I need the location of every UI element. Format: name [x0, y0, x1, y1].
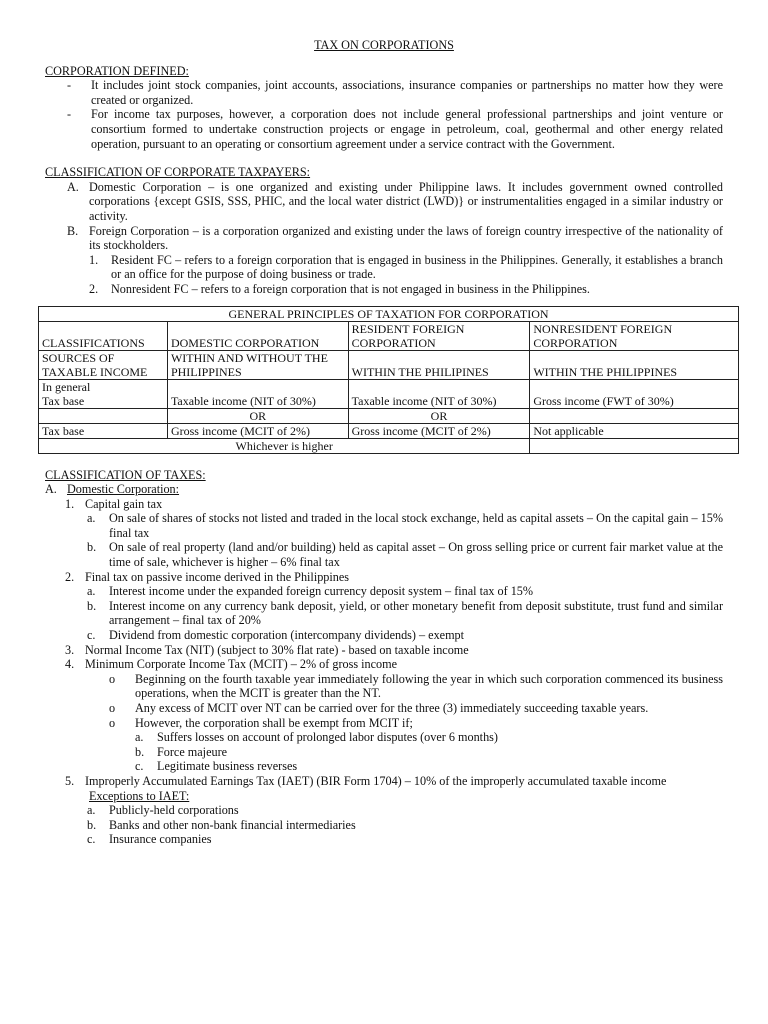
list-marker: A. [67, 179, 79, 194]
section-heading-classification-of-taxes: CLASSIFICATION OF TAXES: [45, 467, 206, 482]
list-item-text: Legitimate business reverses [157, 759, 298, 774]
taxation-principles-table [38, 306, 739, 454]
list-marker: a. [135, 730, 144, 745]
list-item [45, 730, 723, 745]
list-item-text: Resident FC – refers to a foreign corporation that is engaged in business in the Philippines. Generally, it establishes a branch or an office for the purpose of doing business or trade. [111, 252, 723, 282]
section-heading-corporation-defined: CORPORATION DEFINED: [45, 63, 189, 78]
list-item [45, 78, 723, 107]
list-item-text: For income tax purposes, however, a corporation does not include general professional partnerships and joint venture or consortium formed to undertake construction projects or engage in petroleum, coal, geothermal and other energy related operation, pursuant to an operating or consortium agreement under a service contract with the Government. [91, 107, 723, 151]
exceptions-heading: Exceptions to IAET: [89, 788, 190, 803]
subsection-title: Domestic Corporation: [67, 482, 180, 497]
column-header: DOMESTIC CORPORATION [167, 321, 348, 350]
list-item [45, 570, 723, 585]
list-marker: b. [87, 540, 97, 555]
list-item-text: Improperly Accumulated Earnings Tax (IAET) (BIR Form 1704) – 10% of the improperly accumulated taxable income [85, 773, 667, 788]
list-item [45, 628, 723, 643]
list-item-text: Insurance companies [109, 832, 212, 847]
list-item-text: Banks and other non-bank financial intermediaries [109, 817, 356, 832]
table-cell: Taxable income (NIT of 30%) [348, 379, 530, 408]
list-marker: b. [135, 744, 145, 759]
list-item-text: Foreign Corporation – is a corporation organized and existing under the laws of foreign country irrespective of the nationality of its stockholders. [89, 223, 723, 253]
list-marker: 1. [65, 496, 75, 511]
list-marker: b. [87, 598, 97, 613]
list-marker: a. [87, 803, 96, 818]
list-marker: - [67, 107, 72, 122]
table-row [39, 379, 739, 408]
list-item [45, 107, 723, 151]
list-item [45, 832, 723, 847]
table-row [39, 350, 739, 379]
table-header-row [39, 321, 739, 350]
table-row [39, 423, 739, 438]
row-label: In general [42, 379, 91, 394]
list-item [45, 774, 723, 789]
list-item [45, 643, 723, 658]
table-cell: Whichever is higher [39, 438, 530, 453]
list-item [45, 701, 723, 716]
list-marker: 2. [89, 281, 99, 296]
table-cell [530, 408, 739, 423]
list-item-text: Suffers losses on account of prolonged labor disputes (over 6 months) [157, 730, 498, 745]
list-item [45, 511, 723, 540]
table-cell: Gross income (FWT of 30%) [530, 379, 739, 408]
list-item [45, 759, 723, 774]
list-item [45, 224, 723, 253]
subsection-heading [45, 482, 723, 497]
table-cell: Gross income (MCIT of 2%) [167, 423, 348, 438]
bullet-marker: o [109, 701, 116, 715]
list-marker: a. [87, 511, 96, 526]
list-item [45, 803, 723, 818]
table-row [39, 408, 739, 423]
list-item [45, 584, 723, 599]
list-item [45, 253, 723, 282]
list-item [45, 818, 723, 833]
list-item-text: Dividend from domestic corporation (intercompany dividends) – exempt [109, 628, 465, 643]
list-item [45, 497, 723, 512]
column-header: RESIDENT FOREIGN CORPORATION [348, 321, 530, 350]
table-title-row [39, 306, 739, 321]
table-row [39, 438, 739, 453]
list-item-text: Any excess of MCIT over NT can be carried over for the three (3) immediately succeeding taxable years. [135, 701, 649, 715]
list-marker: c. [87, 832, 96, 847]
list-item-text: On sale of real property (land and/or building) held as capital asset – On gross selling price or current fair market value at the time of sale, whichever is higher – 6% final tax [109, 540, 723, 570]
table-cell: WITHIN THE PHILIPPINES [530, 350, 739, 379]
list-marker: 1. [89, 252, 99, 267]
list-item-text: Capital gain tax [85, 496, 163, 511]
list-item [45, 745, 723, 760]
list-item [45, 282, 723, 297]
list-marker: A. [45, 482, 57, 497]
table-cell: Tax base [39, 423, 168, 438]
list-item [45, 599, 723, 628]
table-cell [530, 438, 739, 453]
list-marker: 2. [65, 569, 75, 584]
list-item [45, 180, 723, 224]
table-cell [39, 408, 168, 423]
list-item-text: Interest income under the expanded foreign currency deposit system – final tax of 15% [109, 584, 534, 599]
list-item-text: However, the corporation shall be exempt from MCIT if; [135, 715, 413, 730]
table-cell: WITHIN AND WITHOUT THE PHILIPPINES [167, 350, 348, 379]
bullet-marker: o [109, 715, 116, 730]
table-cell: OR [167, 408, 348, 423]
list-marker: B. [67, 223, 79, 238]
list-item [45, 540, 723, 569]
list-item [45, 716, 723, 731]
list-item-text: Normal Income Tax (NIT) (subject to 30% flat rate) - based on taxable income [85, 642, 469, 657]
list-marker: - [67, 78, 72, 93]
document-page [42, 38, 723, 847]
table-cell: OR [348, 408, 530, 423]
table-cell: SOURCES OF TAXABLE INCOME [39, 350, 168, 379]
list-marker: c. [135, 759, 144, 774]
page-title: TAX ON CORPORATIONS [314, 38, 454, 52]
row-label: Tax base [42, 393, 85, 408]
list-item [45, 657, 723, 672]
list-item-text: Final tax on passive income derived in the Philippines [85, 569, 350, 584]
list-marker: 3. [65, 642, 75, 657]
column-header: CLASSIFICATIONS [39, 321, 168, 350]
list-marker: c. [87, 628, 96, 643]
table-cell: Gross income (MCIT of 2%) [348, 423, 530, 438]
list-item-text: Domestic Corporation – is one organized and existing under Philippine laws. It includes government owned controlled corporations {except GSIS, SSS, PHIC, and the local water district (LWD)} or instrumentalities engaged in a similar industry or activity. [89, 179, 723, 223]
list-item [45, 672, 723, 701]
list-item-text: On sale of shares of stocks not listed and traded in the local stock exchange, held as capital assets – On the capital gain – 15% final tax [109, 511, 723, 540]
column-header: NONRESIDENT FOREIGN CORPORATION [530, 321, 739, 350]
list-item-text: Force majeure [157, 744, 228, 759]
list-item-text: Nonresident FC – refers to a foreign corporation that is not engaged in business in the Philippines. [111, 281, 590, 296]
list-marker: 5. [65, 773, 75, 788]
list-item-text: Interest income on any currency bank deposit, yield, or other monetary benefit from deposit substitute, trust fund and similar arrangement – final tax of 20% [109, 598, 723, 628]
table-cell: WITHIN THE PHILIPINES [348, 350, 530, 379]
list-item-text: Beginning on the fourth taxable year immediately following the year in which such corporation commenced its business operations, when the MCIT is greater than the NT. [135, 671, 723, 701]
table-title: GENERAL PRINCIPLES OF TAXATION FOR CORPORATION [39, 306, 739, 321]
bullet-marker: o [109, 671, 116, 686]
list-marker: b. [87, 817, 97, 832]
list-item-text: It includes joint stock companies, joint accounts, associations, insurance companies or partnerships no matter how they were created or organized. [91, 78, 723, 107]
section-heading-corporate-taxpayers: CLASSIFICATION OF CORPORATE TAXPAYERS: [45, 165, 311, 180]
list-item-text: Publicly-held corporations [109, 803, 239, 818]
table-cell: Not applicable [530, 423, 739, 438]
list-marker: a. [87, 584, 96, 599]
list-marker: 4. [65, 657, 75, 672]
table-cell: Taxable income (NIT of 30%) [167, 379, 348, 408]
list-item-text: Minimum Corporate Income Tax (MCIT) – 2% of gross income [85, 657, 398, 672]
table-cell [39, 379, 168, 408]
